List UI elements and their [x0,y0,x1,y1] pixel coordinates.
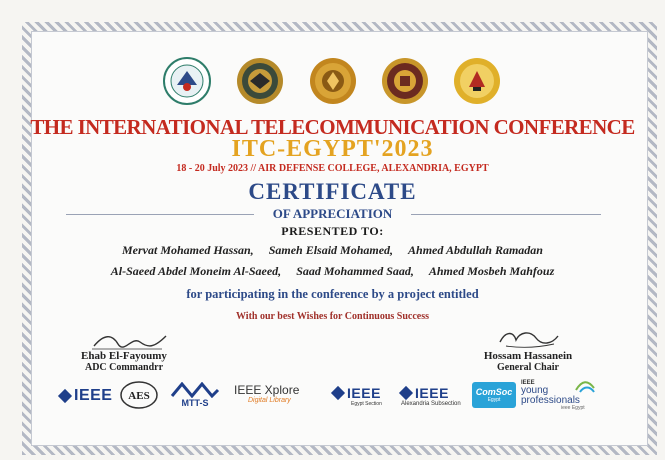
left-signatory [74,350,174,373]
right-rule [411,214,601,215]
signatory-name: Ehab El-Fayoumy [81,350,167,362]
seal-2-icon [236,57,284,105]
recipient-name: Saad Mohammed Saad, [296,264,414,278]
conference-dateline: 18 - 20 July 2023 // AIR DEFENSE COLLEGE, ALEXANDRIA, EGYPT [176,163,489,174]
comsoc-logo [472,382,516,408]
ieee-diamond-icon [399,386,413,400]
left-signature-icon [92,330,168,352]
certificate-heading: CERTIFICATE [248,179,417,204]
seal-5-icon [453,57,501,105]
recipient-name: Sameh Elsaid Mohamed, [268,243,394,257]
recipient-name: Al-Saeed Abdel Moneim Al-Saeed, [110,264,282,278]
aes-icon [119,380,159,410]
recipients-line-2 [0,264,665,279]
signatory-name: Hossam Hassanein [483,350,573,362]
ieee-logo: IEEE [60,387,112,405]
svg-text:AES: AES [128,390,150,402]
seal-1-icon [163,57,211,105]
signatory-role: General Chair [497,362,559,373]
signatory-role: ADC Commandrr [84,362,164,373]
mtts-logo: MTT-S [170,382,220,408]
recipient-name: Mervat Mohamed Hassan, [122,243,254,257]
ieee-alexandria-logo: IEEE Alexandria Subsection [401,385,461,407]
ieee-diamond-icon [331,386,345,400]
ieee-egypt-logo: IEEE Egypt Section [333,385,382,407]
conference-title: THE INTERNATIONAL TELECOMMUNICATION CONFERENCE [30,115,635,139]
conference-code: ITC-EGYPT'2023 [231,136,434,162]
comsoc-badge: ComSoc Egypt [472,382,516,408]
recipient-name: Ahmed Mosbeh Mahfouz [428,264,555,278]
certificate-subheading: OF APPRECIATION [272,206,393,221]
seal-row [0,57,665,113]
ieee-xplore-logo: IEEE Xplore Digital Library [234,383,300,404]
recipients-line-1 [0,243,665,258]
right-signature-icon [496,328,560,350]
ieee-diamond-icon [58,389,72,403]
recipient-name: Ahmed Abdullah Ramadan [408,243,543,257]
wishes-text: With our best Wishes for Continuous Success [235,311,429,322]
participation-text: for participating in the conference by a project entitled [186,287,479,301]
sponsor-logos [0,380,665,414]
presented-to: PRESENTED TO: [281,224,384,238]
young-professionals-logo: IEEE young professionals ieee Egypt [521,380,585,411]
yp-swoosh-icon [574,378,596,394]
aes-logo [119,380,159,410]
mtts-icon [170,382,220,398]
seal-4-icon [381,57,429,105]
right-signatory [473,350,583,373]
seal-3-icon [309,57,357,105]
